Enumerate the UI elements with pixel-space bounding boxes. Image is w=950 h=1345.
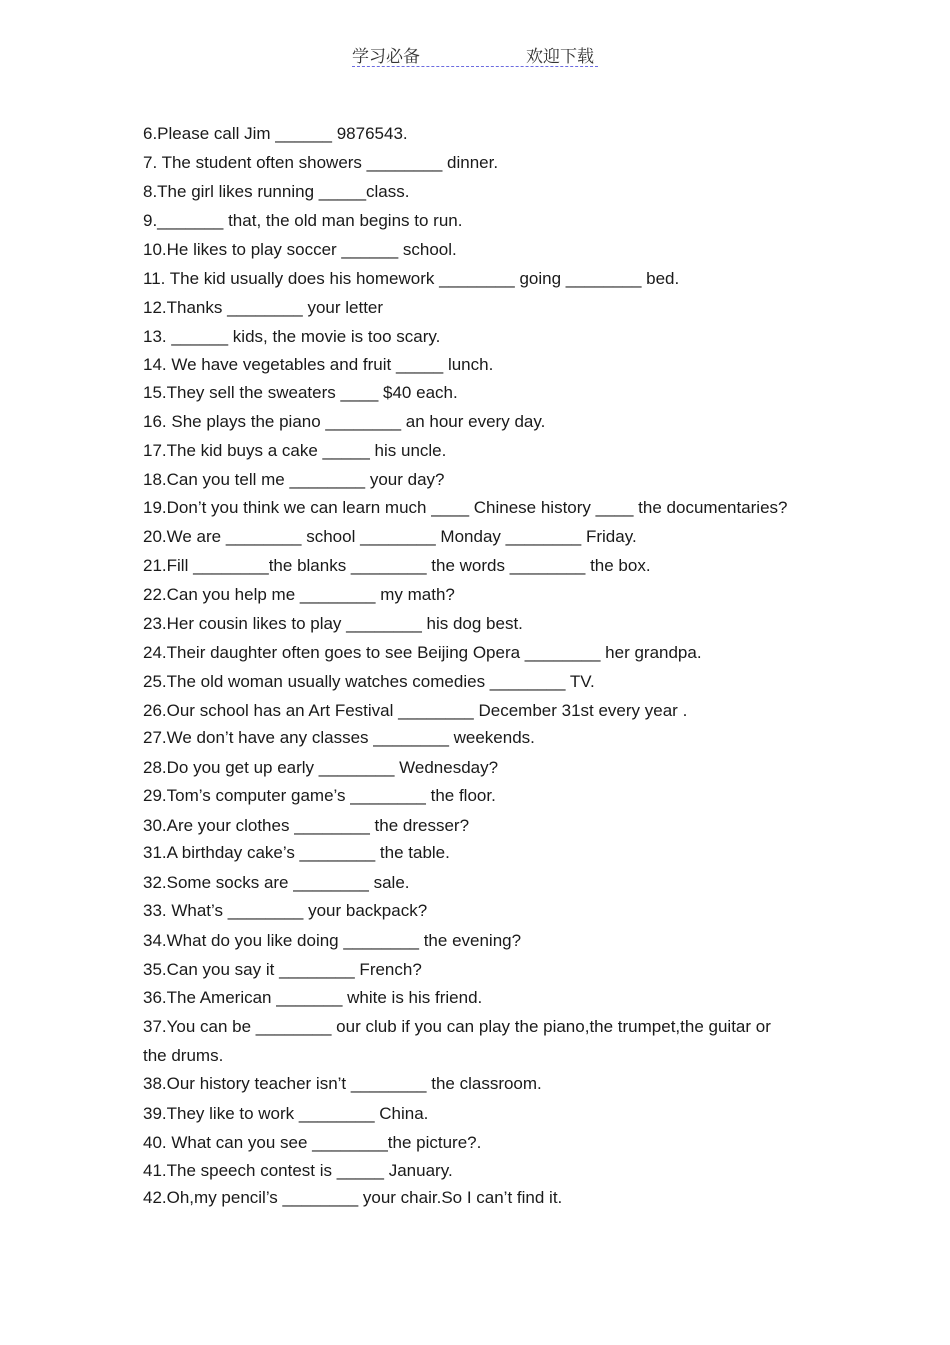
exercise-line: 12.Thanks ________ your letter — [143, 298, 384, 317]
exercise-line: 7. The student often showers ________ dinner. — [143, 153, 499, 172]
exercise-line: 13. ______ kids, the movie is too scary. — [143, 327, 441, 346]
exercise-line: 20.We are ________ school ________ Monday ________ Friday. — [143, 527, 637, 546]
exercise-line: 18.Can you tell me ________ your day? — [143, 470, 445, 489]
exercise-line: 25.The old woman usually watches comedies ________ TV. — [143, 672, 595, 691]
exercise-line: 33. What’s ________ your backpack? — [143, 901, 428, 920]
exercise-line: 42.Oh,my pencil’s ________ your chair.So I can’t find it. — [143, 1188, 563, 1207]
exercise-line: 28.Do you get up early ________ Wednesday? — [143, 758, 499, 777]
exercise-line: 19.Don’t you think we can learn much ____ Chinese history ____ the documentaries? — [143, 498, 788, 517]
exercise-line: 27.We don’t have any classes ________ weekends. — [143, 728, 535, 747]
exercise-line: 24.Their daughter often goes to see Beijing Opera ________ her grandpa. — [143, 643, 702, 662]
exercise-line: 31.A birthday cake’s ________ the table. — [143, 843, 450, 862]
exercise-line: 8.The girl likes running _____class. — [143, 182, 410, 201]
exercise-line: 17.The kid buys a cake _____ his uncle. — [143, 441, 447, 460]
exercise-line: 30.Are your clothes ________ the dresser? — [143, 816, 470, 835]
exercise-line: the drums. — [143, 1046, 224, 1065]
exercise-line: 40. What can you see ________the picture?. — [143, 1133, 482, 1152]
exercise-line: 22.Can you help me ________ my math? — [143, 585, 455, 604]
exercise-line: 35.Can you say it ________ French? — [143, 960, 422, 979]
exercise-line: 34.What do you like doing ________ the evening? — [143, 931, 522, 950]
exercise-line: 38.Our history teacher isn’t ________ the classroom. — [143, 1074, 542, 1093]
exercise-line: 32.Some socks are ________ sale. — [143, 873, 410, 892]
header-right-text: 欢迎下载 — [526, 47, 594, 67]
exercise-line: 36.The American _______ white is his friend. — [143, 988, 483, 1007]
exercise-line: 9._______ that, the old man begins to run. — [143, 211, 463, 230]
exercise-line: 29.Tom’s computer game’s ________ the floor. — [143, 786, 496, 805]
exercise-line: 14. We have vegetables and fruit _____ lunch. — [143, 355, 494, 374]
exercise-line: 26.Our school has an Art Festival ________ December 31st every year . — [143, 701, 688, 720]
exercise-line: 21.Fill ________the blanks ________ the words ________ the box. — [143, 556, 651, 575]
exercise-line: 16. She plays the piano ________ an hour every day. — [143, 412, 546, 431]
exercise-line: 39.They like to work ________ China. — [143, 1104, 429, 1123]
exercise-line: 37.You can be ________ our club if you can play the piano,the trumpet,the guitar or — [143, 1017, 771, 1036]
exercise-line: 41.The speech contest is _____ January. — [143, 1161, 453, 1180]
page-header — [352, 42, 598, 67]
exercise-line: 23.Her cousin likes to play ________ his dog best. — [143, 614, 523, 633]
exercise-line: 10.He likes to play soccer ______ school. — [143, 240, 457, 259]
exercise-line: 6.Please call Jim ______ 9876543. — [143, 124, 408, 143]
header-left-text: 学习必备 — [352, 47, 420, 67]
exercise-line: 15.They sell the sweaters ____ $40 each. — [143, 383, 458, 402]
exercise-line: 11. The kid usually does his homework ________ going ________ bed. — [143, 269, 680, 288]
